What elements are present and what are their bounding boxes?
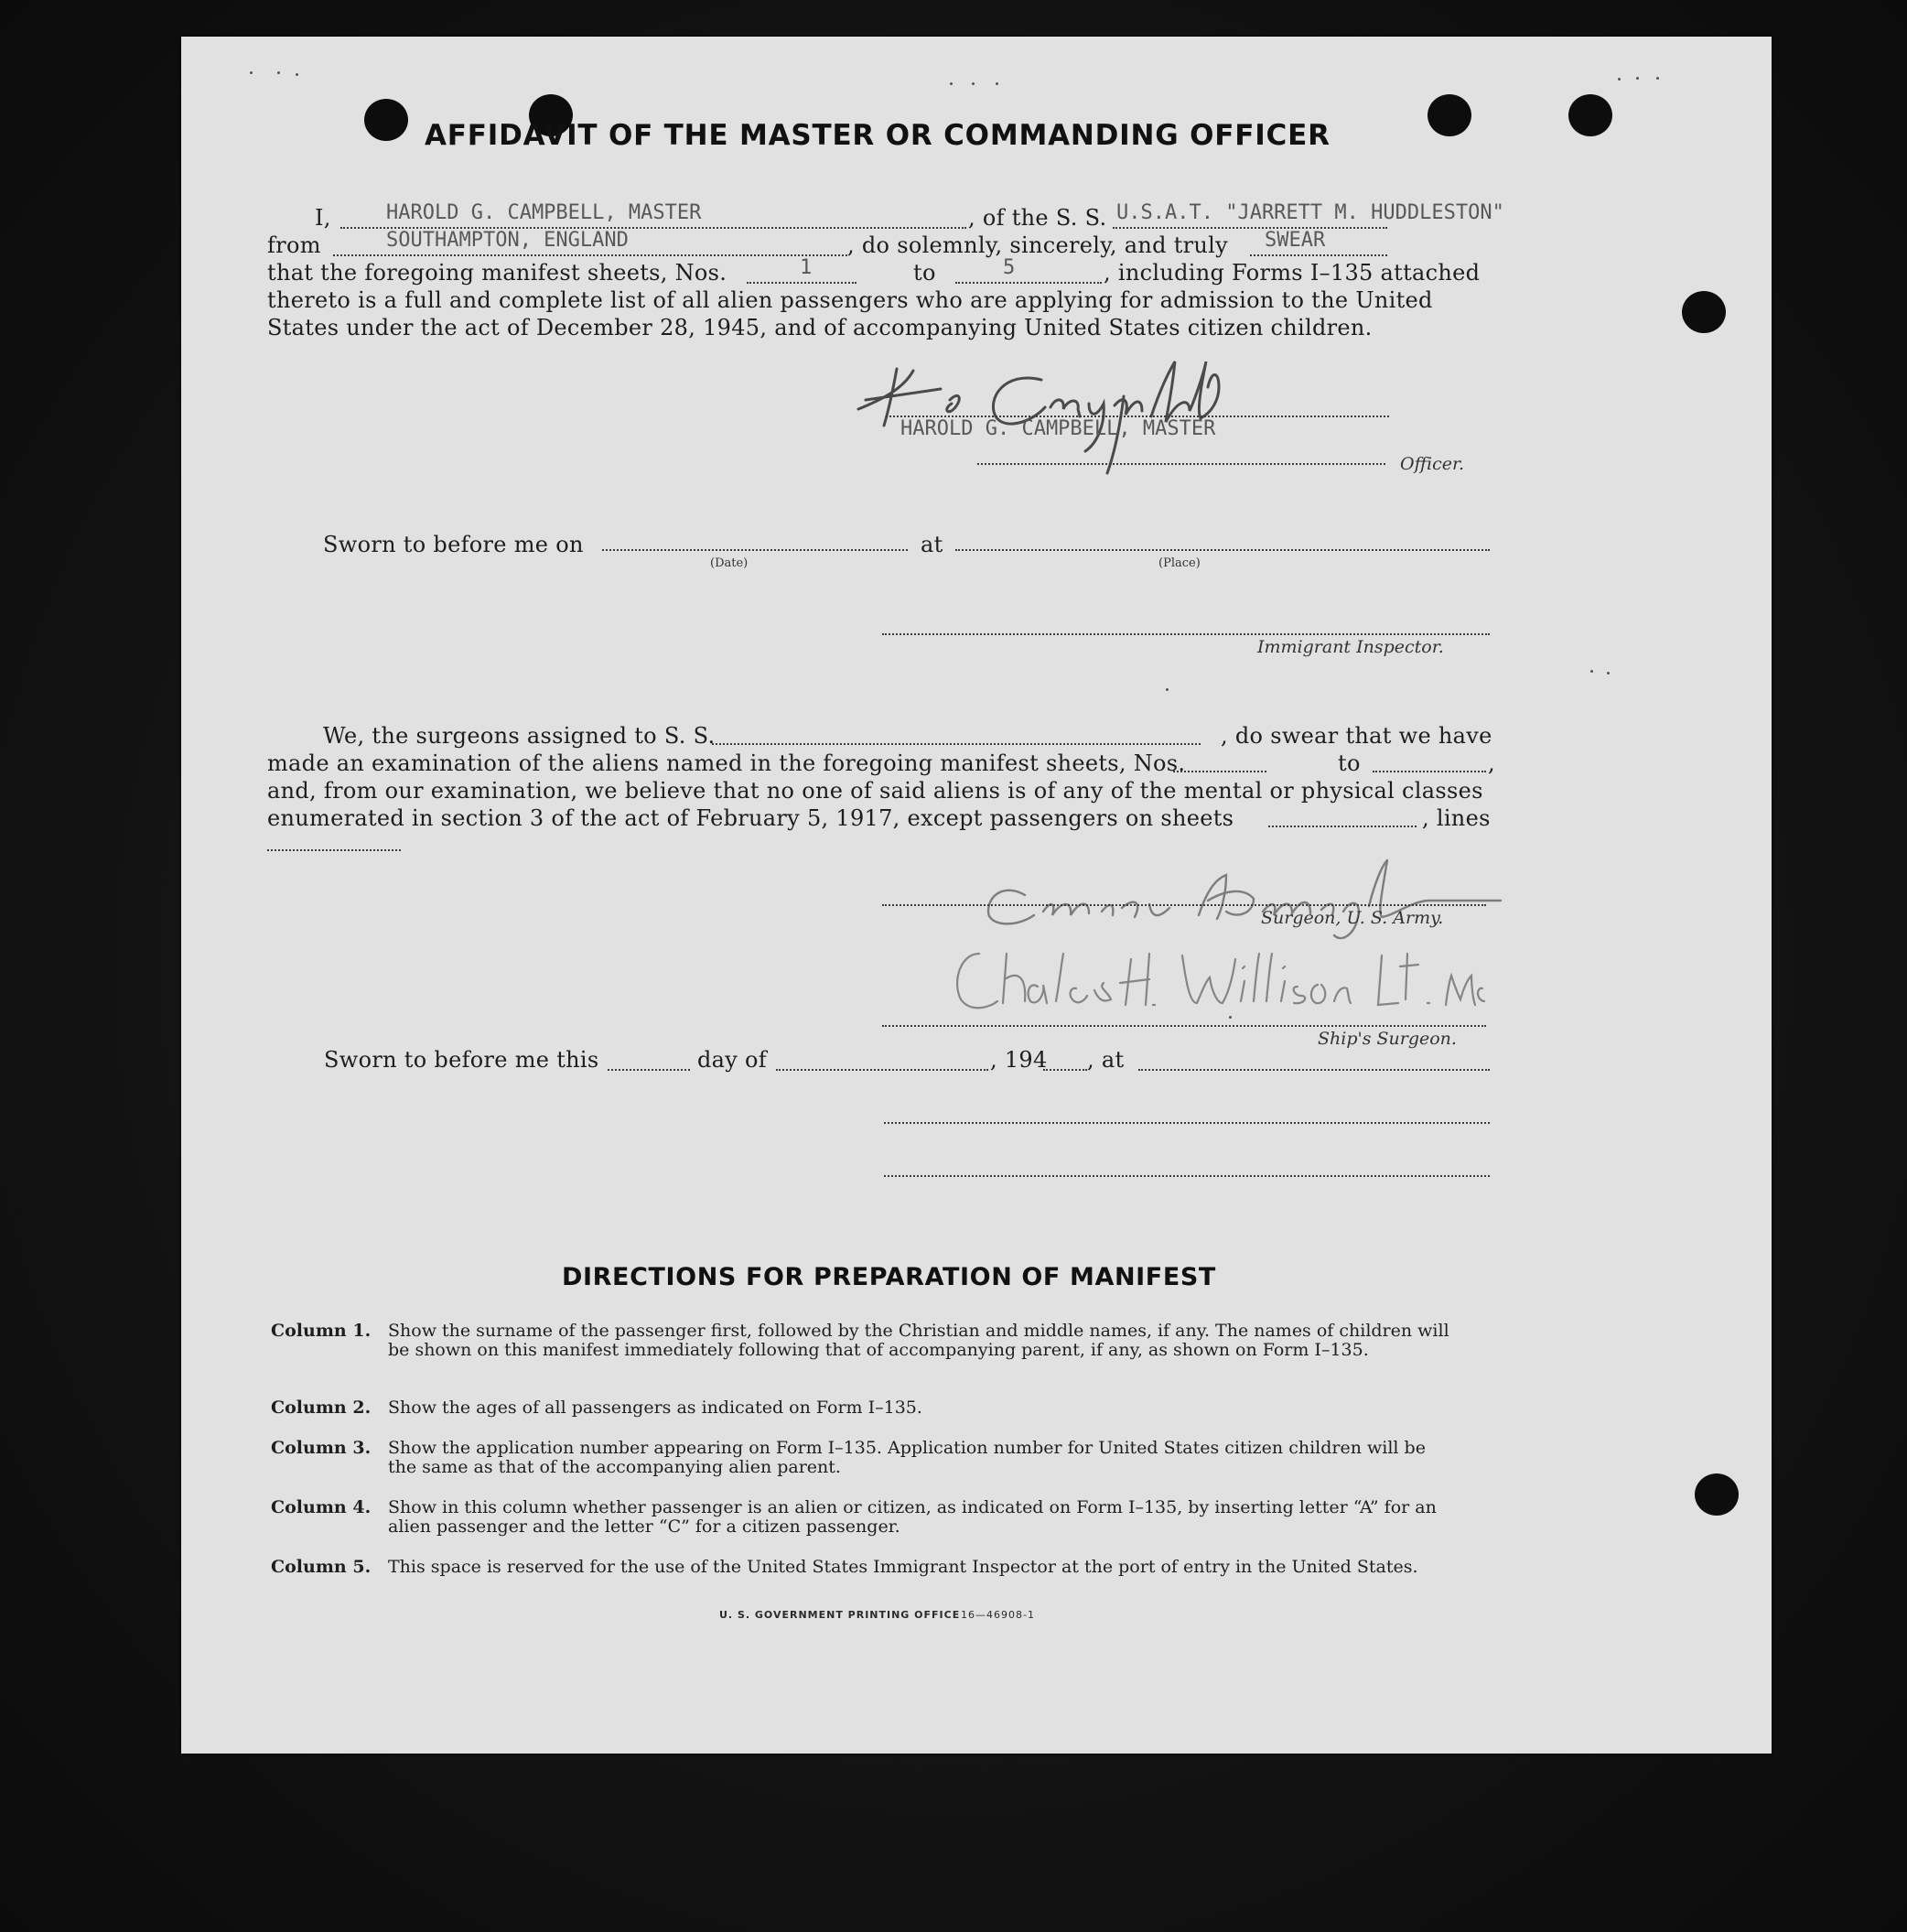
punch-hole (1682, 291, 1726, 333)
inspector-signature-line (884, 1122, 1490, 1124)
day-of-label: day of (697, 1047, 767, 1073)
army-surgeon-signature (952, 847, 1519, 948)
year-label: , 194 (990, 1047, 1048, 1073)
punch-hole (1428, 94, 1471, 136)
forms-label: , including Forms I–135 attached (1104, 260, 1481, 286)
affidavit-line-5: States under the act of December 28, 1945, and of accompanying United States citizen children. (267, 315, 1373, 340)
surgeons-line-4-suffix: , lines (1422, 805, 1491, 831)
master-signature (849, 343, 1270, 476)
punch-hole (1695, 1473, 1739, 1516)
direction-text: This space is reserved for the use of the United States Immigrant Inspector at the port of entry in the United States. (388, 1557, 1418, 1577)
sheet-to-field: 5 (1003, 256, 1016, 279)
surgeons-line-4-prefix: enumerated in section 3 of the act of February 5, 1917, except passengers on sheets (267, 805, 1234, 831)
affidavit-title: AFFIDAVIT OF THE MASTER OR COMMANDING OFFICER (425, 119, 1331, 152)
vessel-name-field: U.S.A.T. "JARRETT M. HUDDLESTON" (1116, 201, 1504, 224)
surgeons-to-label: to (1338, 750, 1361, 776)
punch-hole (364, 99, 408, 141)
place-caption: (Place) (1158, 556, 1201, 570)
direction-label: Column 4. (271, 1497, 372, 1517)
officer-caption: Officer. (1400, 454, 1465, 474)
directions-title: DIRECTIONS FOR PREPARATION OF MANIFEST (562, 1263, 1216, 1291)
sworn-on-label: Sworn to before me on (323, 532, 584, 557)
direction-text: Show in this column whether passenger is an alien or citizen, as indicated on Form I–135, by inserting letter “A” for an alien passenger and the letter “C” for a citizen passenger. (388, 1497, 1437, 1537)
surgeons-line-1-suffix: , do swear that we have (1221, 723, 1492, 749)
direction-label: Column 3. (271, 1438, 372, 1458)
sheets-to-label: to (913, 260, 936, 286)
sworn-at-label: at (921, 532, 943, 557)
ships-surgeon-caption: Ship's Surgeon. (1318, 1029, 1457, 1049)
direction-label: Column 2. (271, 1398, 372, 1418)
sworn-at-2-label: , at (1087, 1047, 1125, 1073)
date-caption: (Date) (710, 556, 749, 570)
affidavit-form (181, 37, 1772, 1754)
from-label: from (267, 232, 321, 258)
direction-text: Show the application number appearing on Form I–135. Application number for United States citizen children will be the same as that of the accompanying alien parent. (388, 1438, 1426, 1477)
i-label: I, (315, 205, 331, 231)
surgeons-line-2-end: , (1488, 750, 1495, 776)
army-surgeon-caption: Surgeon, U. S. Army. (1261, 908, 1444, 928)
surgeons-line-2: made an examination of the aliens named in the foregoing manifest sheets, Nos. (267, 750, 1186, 776)
direction-text: Show the ages of all passengers as indicated on Form I–135. (388, 1398, 922, 1418)
master-name-field: HAROLD G. CAMPBELL, MASTER (386, 201, 702, 224)
affidavit-line-4: thereto is a full and complete list of all alien passengers who are applying for admission to the United (267, 287, 1433, 313)
form-code: 16—46908-1 (961, 1609, 1035, 1621)
inspector-caption: Immigrant Inspector. (1257, 637, 1444, 657)
surgeons-line-3: and, from our examination, we believe that no one of said aliens is of any of the mental or physical classes (267, 778, 1483, 804)
inspector-title-line (884, 1175, 1490, 1177)
of-ss-label: , of the S. S. (968, 205, 1107, 231)
port-field: SOUTHAMPTON, ENGLAND (386, 229, 629, 252)
sheet-from-field: 1 (800, 256, 813, 279)
direction-label: Column 1. (271, 1321, 372, 1341)
printing-office-imprint: U. S. GOVERNMENT PRINTING OFFICE (719, 1609, 961, 1621)
surgeons-vessel-blank (712, 743, 1201, 745)
signer-typed-name: HAROLD G. CAMPBELL, MASTER (900, 417, 1216, 440)
surgeons-line-1-prefix: We, the surgeons assigned to S. S. (323, 723, 716, 749)
punch-hole (1568, 94, 1612, 136)
sheets-label: that the foregoing manifest sheets, Nos. (267, 260, 727, 286)
solemnly-label: , do solemnly, sincerely, and truly (847, 232, 1229, 258)
ships-surgeon-signature (943, 935, 1492, 1027)
direction-label: Column 5. (271, 1557, 372, 1577)
oath-field: SWEAR (1265, 229, 1326, 252)
direction-text: Show the surname of the passenger first, followed by the Christian and middle names, if any. The names of children will be shown on this manifest immediately following that of accompanying parent, if any, as shown on Form I–135. (388, 1321, 1449, 1360)
sworn-this-label: Sworn to before me this (324, 1047, 599, 1073)
